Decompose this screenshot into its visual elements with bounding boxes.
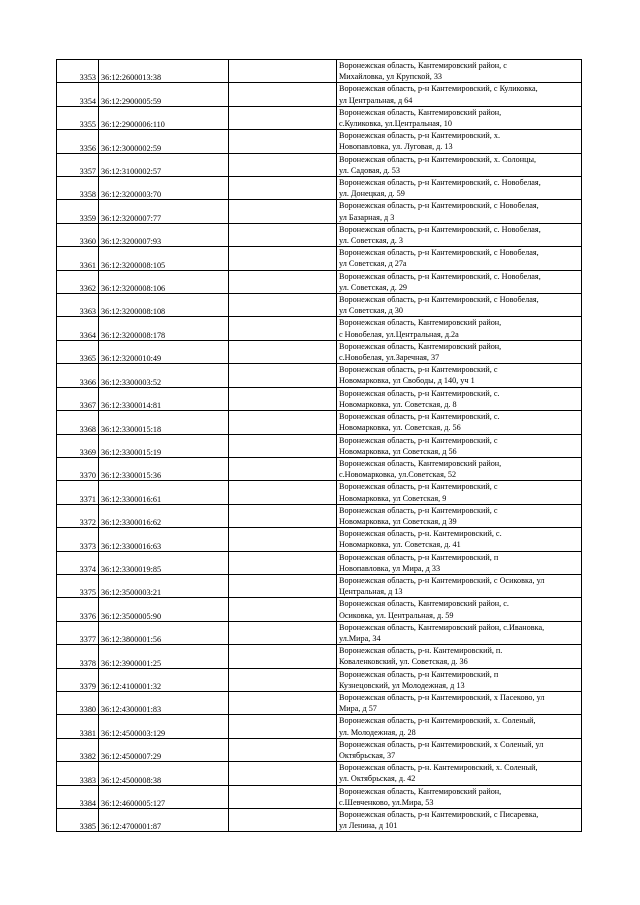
row-number-cell: 3368: [57, 411, 99, 434]
address-text: Воронежская область, р-н Кантемировский, с Новобелая, ул Советская, д 27а: [339, 248, 539, 269]
row-number-cell: 3379: [57, 668, 99, 691]
address-cell: [337, 340, 582, 363]
empty-cell: [229, 434, 337, 457]
cadastral-number-cell: 36:12:2900006:110: [99, 106, 229, 129]
row-number-cell: 3363: [57, 294, 99, 317]
address-text: Воронежская область, р-н Кантемировский, с. Новобелая, ул. Советская, д. 29: [339, 271, 541, 292]
cadastral-number-cell: 36:12:4500008:38: [99, 762, 229, 785]
address-cell: [337, 434, 582, 457]
table-row: [57, 434, 582, 457]
address-text: Воронежская область, р-н Кантемировский, с Новобелая, ул Советская, д 30: [339, 295, 539, 316]
cadastral-number-cell: 36:12:3300015:19: [99, 434, 229, 457]
table-row: [57, 247, 582, 270]
cadastral-number-cell: 36:12:3200008:108: [99, 294, 229, 317]
empty-cell: [229, 130, 337, 153]
table-row: [57, 340, 582, 363]
address-cell: [337, 809, 582, 832]
address-cell: [337, 598, 582, 621]
row-number-cell: 3366: [57, 364, 99, 387]
address-text: Воронежская область, р-н Кантемировский, х. Соленый, ул. Молодежная, д. 28: [339, 716, 536, 737]
empty-cell: [229, 621, 337, 644]
address-cell: [337, 153, 582, 176]
empty-cell: [229, 574, 337, 597]
address-cell: [337, 504, 582, 527]
address-text: Воронежская область, р-н. Кантемировский, х. Соленый, ул. Октябрьская, д. 42: [339, 763, 538, 784]
row-number-cell: 3354: [57, 83, 99, 106]
cadastral-number-cell: 36:12:3200003:70: [99, 177, 229, 200]
address-text: Воронежская область, Кантемировский район, с.Новомарковка, ул.Советская, 52: [339, 458, 502, 480]
address-text: Воронежская область, р-н Кантемировский, с. Новомарковка, ул. Советская, д. 8: [339, 388, 500, 409]
row-number-cell: 3362: [57, 270, 99, 293]
row-number-cell: 3364: [57, 317, 99, 340]
row-number-cell: 3357: [57, 153, 99, 176]
row-number-cell: 3372: [57, 504, 99, 527]
empty-cell: [229, 809, 337, 832]
cadastral-number-cell: 36:12:4600005:127: [99, 785, 229, 808]
table-row: [57, 200, 582, 223]
address-text: Воронежская область, Кантемировский район, с.Новобелая, ул.Заречная, 37: [339, 341, 502, 363]
cadastral-number-cell: 36:12:3300016:61: [99, 481, 229, 504]
empty-cell: [229, 106, 337, 129]
address-cell: [337, 270, 582, 293]
empty-cell: [229, 177, 337, 200]
cadastral-number-cell: 36:12:3100002:57: [99, 153, 229, 176]
cadastral-number-cell: 36:12:3300015:36: [99, 457, 229, 480]
table-body: [57, 60, 582, 832]
row-number-cell: 3373: [57, 528, 99, 551]
row-number-cell: 3370: [57, 457, 99, 480]
address-text: Воронежская область, р-н Кантемировский, х. Новопавловка, ул. Луговая, д. 13: [339, 131, 501, 152]
address-cell: [337, 387, 582, 410]
table-row: [57, 106, 582, 129]
table-row: [57, 294, 582, 317]
empty-cell: [229, 340, 337, 363]
address-cell: [337, 223, 582, 246]
address-cell: [337, 247, 582, 270]
empty-cell: [229, 60, 337, 83]
address-cell: [337, 177, 582, 200]
row-number-cell: 3367: [57, 387, 99, 410]
cadastral-number-cell: 36:12:3300015:18: [99, 411, 229, 434]
address-text: Воронежская область, р-н Кантемировский, с Новомарковка, ул Свободы, д 140, уч 1: [339, 365, 498, 386]
row-number-cell: 3365: [57, 340, 99, 363]
address-text: Воронежская область, Кантемировский район, с.Куликовка, ул.Центральная, 10: [339, 107, 502, 129]
address-text: Воронежская область, р-н Кантемировский, с Новомарковка, ул Советская, 9: [339, 482, 498, 503]
row-number-cell: 3378: [57, 645, 99, 668]
row-number-cell: 3381: [57, 715, 99, 738]
cadastral-number-cell: 36:12:2900005:59: [99, 83, 229, 106]
row-number-cell: 3353: [57, 60, 99, 83]
cadastral-number-cell: 36:12:3200008:178: [99, 317, 229, 340]
table-row: [57, 691, 582, 714]
table-row: [57, 785, 582, 808]
empty-cell: [229, 200, 337, 223]
empty-cell: [229, 528, 337, 551]
address-cell: [337, 364, 582, 387]
table-row: [57, 551, 582, 574]
address-cell: [337, 762, 582, 785]
address-cell: [337, 294, 582, 317]
table-row: [57, 645, 582, 668]
table-row: [57, 60, 582, 83]
cadastral-number-cell: 36:12:3200007:93: [99, 223, 229, 246]
cadastral-number-cell: 36:12:3500005:90: [99, 598, 229, 621]
address-text: Воронежская область, р-н Кантемировский, с. Новобелая, ул. Советская, д. 3: [339, 224, 541, 246]
cadastral-number-cell: 36:12:4100001:32: [99, 668, 229, 691]
address-text: Воронежская область, р-н Кантемировский, с. Новомарковка, ул. Советская, д. 56: [339, 412, 500, 433]
row-number-cell: 3385: [57, 809, 99, 832]
table-row: [57, 762, 582, 785]
cadastral-number-cell: 36:12:3200008:106: [99, 270, 229, 293]
empty-cell: [229, 691, 337, 714]
row-number-cell: 3380: [57, 691, 99, 714]
table-row: [57, 387, 582, 410]
row-number-cell: 3384: [57, 785, 99, 808]
cadastral-number-cell: 36:12:4700001:87: [99, 809, 229, 832]
table-row: [57, 738, 582, 761]
empty-cell: [229, 457, 337, 480]
row-number-cell: 3360: [57, 223, 99, 246]
cadastral-number-cell: 36:12:3300016:62: [99, 504, 229, 527]
address-cell: [337, 106, 582, 129]
empty-cell: [229, 762, 337, 785]
table-row: [57, 457, 582, 480]
empty-cell: [229, 317, 337, 340]
cadastral-number-cell: 36:12:3200007:77: [99, 200, 229, 223]
table-row: [57, 504, 582, 527]
empty-cell: [229, 387, 337, 410]
table-row: [57, 317, 582, 340]
address-text: Воронежская область, р-н Кантемировский, с Осиковка, ул Центральная, д 13: [339, 575, 545, 597]
address-cell: [337, 668, 582, 691]
address-cell: [337, 574, 582, 597]
address-text: Воронежская область, р-н Кантемировский, с Новомарковка, ул Советская, д 39: [339, 505, 498, 526]
row-number-cell: 3359: [57, 200, 99, 223]
address-text: Воронежская область, Кантемировский район, с Михайловка, ул Крупской, 33: [339, 61, 507, 82]
cadastral-number-cell: 36:12:3300016:63: [99, 528, 229, 551]
address-text: Воронежская область, р-н Кантемировский, п Кузнецовский, ул Молодежная, д 13: [339, 669, 499, 690]
cadastral-number-cell: 36:12:3200008:105: [99, 247, 229, 270]
table-row: [57, 715, 582, 738]
cadastral-number-cell: 36:12:3500003:21: [99, 574, 229, 597]
address-text: Воронежская область, Кантемировский район, с.Шевченково, ул.Мира, 53: [339, 786, 502, 807]
address-cell: [337, 715, 582, 738]
table-row: [57, 177, 582, 200]
address-cell: [337, 200, 582, 223]
empty-cell: [229, 247, 337, 270]
cadastral-number-cell: 36:12:3300003:52: [99, 364, 229, 387]
address-cell: [337, 60, 582, 83]
row-number-cell: 3374: [57, 551, 99, 574]
address-cell: [337, 317, 582, 340]
empty-cell: [229, 481, 337, 504]
table-row: [57, 668, 582, 691]
table-row: [57, 621, 582, 644]
row-number-cell: 3369: [57, 434, 99, 457]
row-number-cell: 3358: [57, 177, 99, 200]
row-number-cell: 3371: [57, 481, 99, 504]
cadastral-number-cell: 36:12:2600013:38: [99, 60, 229, 83]
row-number-cell: 3355: [57, 106, 99, 129]
empty-cell: [229, 223, 337, 246]
table-row: [57, 223, 582, 246]
address-cell: [337, 551, 582, 574]
empty-cell: [229, 715, 337, 738]
address-cell: [337, 83, 582, 106]
table-row: [57, 364, 582, 387]
address-text: Воронежская область, р-н Кантемировский, с Новобелая, ул Базарная, д 3: [339, 201, 539, 222]
address-cell: [337, 457, 582, 480]
address-cell: [337, 691, 582, 714]
address-cell: [337, 528, 582, 551]
table-row: [57, 130, 582, 153]
row-number-cell: 3382: [57, 738, 99, 761]
empty-cell: [229, 270, 337, 293]
address-text: Воронежская область, р-н Кантемировский, с Куликовка, ул Центральная, д 64: [339, 84, 538, 105]
cadastral-number-cell: 36:12:4500007:29: [99, 738, 229, 761]
cadastral-number-cell: 36:12:3300014:81: [99, 387, 229, 410]
empty-cell: [229, 598, 337, 621]
empty-cell: [229, 83, 337, 106]
empty-cell: [229, 364, 337, 387]
address-cell: [337, 130, 582, 153]
empty-cell: [229, 668, 337, 691]
address-text: Воронежская область, р-н Кантемировский, с Писаревка, ул Ленина, д 101: [339, 810, 539, 831]
address-text: Воронежская область, Кантемировский район, с.Ивановка, ул.Мира, 34: [339, 622, 545, 643]
row-number-cell: 3356: [57, 130, 99, 153]
cadastral-number-cell: 36:12:4500003:129: [99, 715, 229, 738]
empty-cell: [229, 785, 337, 808]
empty-cell: [229, 504, 337, 527]
address-text: Воронежская область, р-н Кантемировский, х. Солонцы, ул. Садовая, д. 53: [339, 154, 537, 175]
address-cell: [337, 645, 582, 668]
address-cell: [337, 481, 582, 504]
address-text: Воронежская область, р-н. Кантемировский, п. Коваленковский, ул. Советская, д. 36: [339, 646, 503, 667]
address-text: Воронежская область, р-н Кантемировский, с Новомарковка, ул Советская, д 56: [339, 435, 498, 456]
row-number-cell: 3377: [57, 621, 99, 644]
cadastral-number-cell: 36:12:3900001:25: [99, 645, 229, 668]
address-cell: [337, 621, 582, 644]
address-text: Воронежская область, р-н. Кантемировский, с. Новомарковка, ул. Советская, д. 41: [339, 529, 502, 550]
table-row: [57, 270, 582, 293]
empty-cell: [229, 153, 337, 176]
property-register-table: [56, 59, 582, 832]
table-row: [57, 83, 582, 106]
table-row: [57, 528, 582, 551]
table-row: [57, 574, 582, 597]
empty-cell: [229, 738, 337, 761]
table-row: [57, 411, 582, 434]
table-row: [57, 598, 582, 621]
address-text: Воронежская область, Кантемировский район, с. Осиковка, ул. Центральная, д. 59: [339, 599, 509, 620]
empty-cell: [229, 551, 337, 574]
address-text: Воронежская область, р-н Кантемировский, х Пасеково, ул Мира, д 57: [339, 692, 545, 714]
table-row: [57, 153, 582, 176]
cadastral-number-cell: 36:12:3200010:49: [99, 340, 229, 363]
cadastral-number-cell: 36:12:3000002:59: [99, 130, 229, 153]
cadastral-number-cell: 36:12:4300001:83: [99, 691, 229, 714]
cadastral-number-cell: 36:12:3300019:85: [99, 551, 229, 574]
row-number-cell: 3383: [57, 762, 99, 785]
address-text: Воронежская область, р-н Кантемировский, с. Новобелая, ул. Донецкая, д. 59: [339, 178, 541, 199]
address-cell: [337, 785, 582, 808]
table-row: [57, 809, 582, 832]
address-cell: [337, 411, 582, 434]
cadastral-number-cell: 36:12:3800001:56: [99, 621, 229, 644]
empty-cell: [229, 645, 337, 668]
row-number-cell: 3375: [57, 574, 99, 597]
row-number-cell: 3376: [57, 598, 99, 621]
address-text: Воронежская область, р-н Кантемировский, п Новопавловка, ул Мира, д 33: [339, 552, 499, 573]
address-text: Воронежская область, Кантемировский район, с Новобелая, ул.Центральная, д.2а: [339, 318, 502, 339]
table-row: [57, 481, 582, 504]
address-text: Воронежская область, р-н Кантемировский, х Соленый, ул Октябрьская, 37: [339, 739, 544, 760]
row-number-cell: 3361: [57, 247, 99, 270]
empty-cell: [229, 294, 337, 317]
address-cell: [337, 738, 582, 761]
empty-cell: [229, 411, 337, 434]
